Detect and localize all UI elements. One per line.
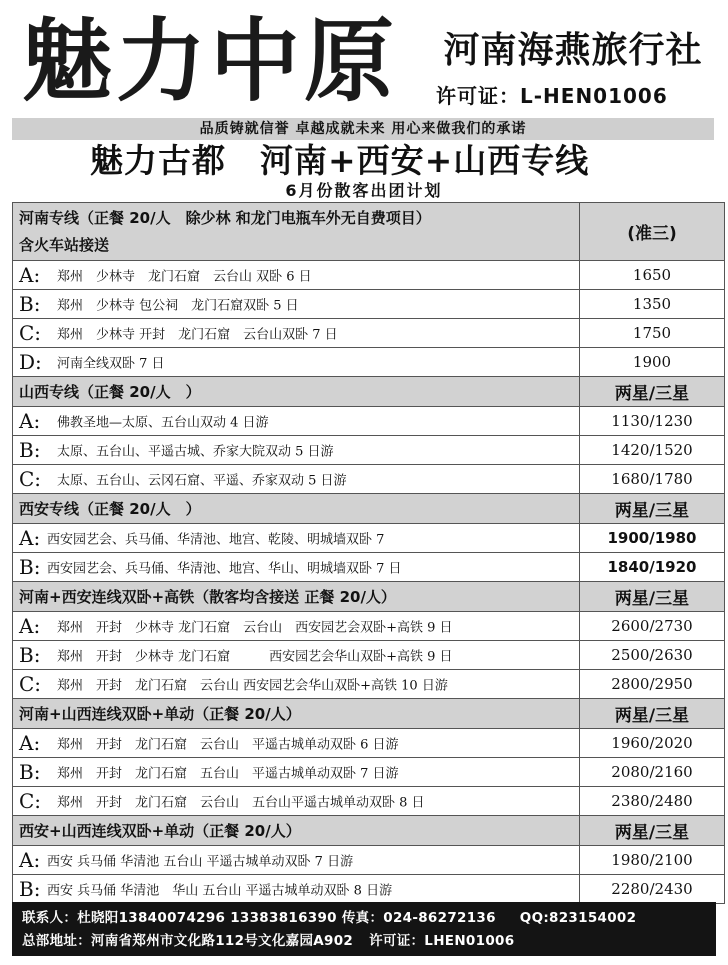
route-description: 河南全线双卧 7 日 <box>57 356 165 372</box>
contact-footer <box>12 902 716 956</box>
section-title: 河南+西安连线双卧+高铁（散客均含接送 正餐 20/人） <box>13 582 580 612</box>
footer-license: 许可证：LHEN01006 <box>369 933 515 949</box>
price-cell: 1350 <box>580 290 725 319</box>
route-description: 郑州 开封 龙门石窟 云台山 五台山平遥古城单动双卧 8 日 <box>57 795 425 811</box>
route-description: 郑州 开封 龙门石窟 五台山 平遥古城单动双卧 7 日游 <box>57 766 399 782</box>
route-cell <box>13 787 580 816</box>
route-cell <box>13 670 580 699</box>
route-description: 太原、五台山、云冈石窟、平遥、乔家双动 5 日游 <box>57 473 347 489</box>
slogan-bar: 品质铸就信誉 卓越成就未来 用心来做我们的承诺 <box>12 118 714 140</box>
route-cell <box>13 846 580 875</box>
option-label: A: <box>19 409 41 433</box>
route-description: 西安 兵马俑 华清池 五台山 平遥古城单动双卧 7 日游 <box>47 854 354 870</box>
route-description: 郑州 开封 少林寺 龙门石窟 西安园艺会华山双卧+高铁 9 日 <box>57 649 453 665</box>
option-label: C: <box>19 672 42 696</box>
price-cell: 1680/1780 <box>580 465 725 494</box>
price-cell: 2280/2430 <box>580 875 725 904</box>
option-label: B: <box>19 292 41 316</box>
section-title: 西安+山西连线双卧+单动（正餐 20/人） <box>13 816 580 846</box>
route-cell <box>13 758 580 787</box>
section-title-line1: 河南专线（正餐 20/人 除少林 和龙门电瓶车外无自费项目） <box>19 208 431 227</box>
route-description: 郑州 少林寺 龙门石窟 云台山 双卧 6 日 <box>57 269 312 285</box>
table-row <box>13 787 725 816</box>
route-cell <box>13 465 580 494</box>
hq-address: 总部地址：河南省郑州市文化路112号文化嘉园A902 <box>22 933 354 949</box>
table-row <box>13 436 725 465</box>
qq-number: QQ:823154002 <box>519 910 637 926</box>
plan-title: 6月份散客出团计划 <box>285 181 443 200</box>
price-header: (准三) <box>580 203 725 261</box>
route-description: 太原、五台山、平遥古城、乔家大院双动 5 日游 <box>57 444 334 460</box>
price-cell: 1420/1520 <box>580 436 725 465</box>
price-header: 两星/三星 <box>580 494 725 524</box>
option-label: A: <box>19 731 41 755</box>
option-label: A: <box>19 848 41 872</box>
section-header-xian <box>13 494 725 524</box>
section-title-line2: 含火车站接送 <box>19 235 110 254</box>
table-row <box>13 846 725 875</box>
section-header-henan <box>13 203 725 261</box>
route-cell <box>13 524 580 553</box>
price-cell: 1960/2020 <box>580 729 725 758</box>
price-cell: 2080/2160 <box>580 758 725 787</box>
table-row <box>13 465 725 494</box>
table-row <box>13 290 725 319</box>
table-row <box>13 348 725 377</box>
table-row <box>13 261 725 290</box>
price-cell: 2380/2480 <box>580 787 725 816</box>
option-label: D: <box>19 350 42 374</box>
route-cell <box>13 436 580 465</box>
route-cell <box>13 319 580 348</box>
brand-title: 魅力中原 <box>22 9 398 114</box>
section-header-shanxi <box>13 377 725 407</box>
route-description: 郑州 开封 少林寺 龙门石窟 云台山 西安园艺会双卧+高铁 9 日 <box>57 620 453 636</box>
table-row <box>13 407 725 436</box>
section-title: 西安专线（正餐 20/人 ） <box>13 494 580 524</box>
route-title <box>0 138 728 184</box>
table-row <box>13 612 725 641</box>
option-label: B: <box>19 555 41 579</box>
section-header-xian-shanxi <box>13 816 725 846</box>
option-label: A: <box>19 526 41 550</box>
route-cell <box>13 348 580 377</box>
table-row <box>13 319 725 348</box>
price-cell: 1900 <box>580 348 725 377</box>
option-label: B: <box>19 877 41 901</box>
route-cell <box>13 875 580 904</box>
table-row <box>13 524 725 553</box>
footer-address-line <box>22 931 514 951</box>
option-label: C: <box>19 321 42 345</box>
table-row <box>13 758 725 787</box>
option-label: B: <box>19 760 41 784</box>
price-cell: 1650 <box>580 261 725 290</box>
section-title: 河南+山西连线双卧+单动（正餐 20/人） <box>13 699 580 729</box>
option-label: A: <box>19 614 41 638</box>
route-title-part-b: 河南+西安+山西专线 <box>260 141 590 180</box>
option-label: B: <box>19 438 41 462</box>
option-label: A: <box>19 263 41 287</box>
license-number: 许可证：L-HEN01006 <box>436 84 668 108</box>
footer-contact-line <box>22 908 636 928</box>
route-cell <box>13 612 580 641</box>
table-row <box>13 553 725 582</box>
price-header: 两星/三星 <box>580 699 725 729</box>
price-cell: 1900/1980 <box>580 524 725 553</box>
route-cell <box>13 290 580 319</box>
price-cell: 1840/1920 <box>580 553 725 582</box>
price-cell: 1980/2100 <box>580 846 725 875</box>
table-row <box>13 729 725 758</box>
agency-name: 河南海燕旅行社 <box>443 30 703 71</box>
price-cell: 1130/1230 <box>580 407 725 436</box>
route-description: 郑州 少林寺 包公祠 龙门石窟双卧 5 日 <box>57 298 299 314</box>
price-cell: 2600/2730 <box>580 612 725 641</box>
route-description: 西安园艺会、兵马俑、华清池、地宫、华山、明城墙双卧 7 日 <box>47 561 402 577</box>
option-label: B: <box>19 643 41 667</box>
table-row <box>13 875 725 904</box>
route-description: 郑州 开封 龙门石窟 云台山 西安园艺会华山双卧+高铁 10 日游 <box>57 678 448 694</box>
route-description: 郑州 少林寺 开封 龙门石窟 云台山双卧 7 日 <box>57 327 338 343</box>
section-title: 山西专线（正餐 20/人 ） <box>13 377 580 407</box>
option-label: C: <box>19 789 42 813</box>
route-description: 佛教圣地—太原、五台山双动 4 日游 <box>57 415 269 431</box>
fax-number: 传真：024-86272136 <box>341 910 496 926</box>
section-header-henan-xian <box>13 582 725 612</box>
route-cell <box>13 729 580 758</box>
section-title <box>13 203 580 261</box>
price-header: 两星/三星 <box>580 377 725 407</box>
price-cell: 2500/2630 <box>580 641 725 670</box>
route-description: 西安园艺会、兵马俑、华清池、地宫、乾陵、明城墙双卧 7 <box>47 532 385 548</box>
contact-person: 联系人：杜晓阳13840074296 13383816390 <box>22 910 337 926</box>
route-description: 西安 兵马俑 华清池 华山 五台山 平遥古城单动双卧 8 日游 <box>47 883 393 899</box>
route-description: 郑州 开封 龙门石窟 云台山 平遥古城单动双卧 6 日游 <box>57 737 399 753</box>
route-cell <box>13 553 580 582</box>
price-header: 两星/三星 <box>580 816 725 846</box>
section-header-henan-shanxi <box>13 699 725 729</box>
table-row <box>13 641 725 670</box>
price-header: 两星/三星 <box>580 582 725 612</box>
route-cell <box>13 261 580 290</box>
table-row <box>13 670 725 699</box>
route-cell <box>13 407 580 436</box>
route-title-part-a: 魅力古都 <box>90 141 226 180</box>
option-label: C: <box>19 467 42 491</box>
price-cell: 1750 <box>580 319 725 348</box>
price-cell: 2800/2950 <box>580 670 725 699</box>
route-cell <box>13 641 580 670</box>
tour-schedule-table <box>12 202 725 904</box>
